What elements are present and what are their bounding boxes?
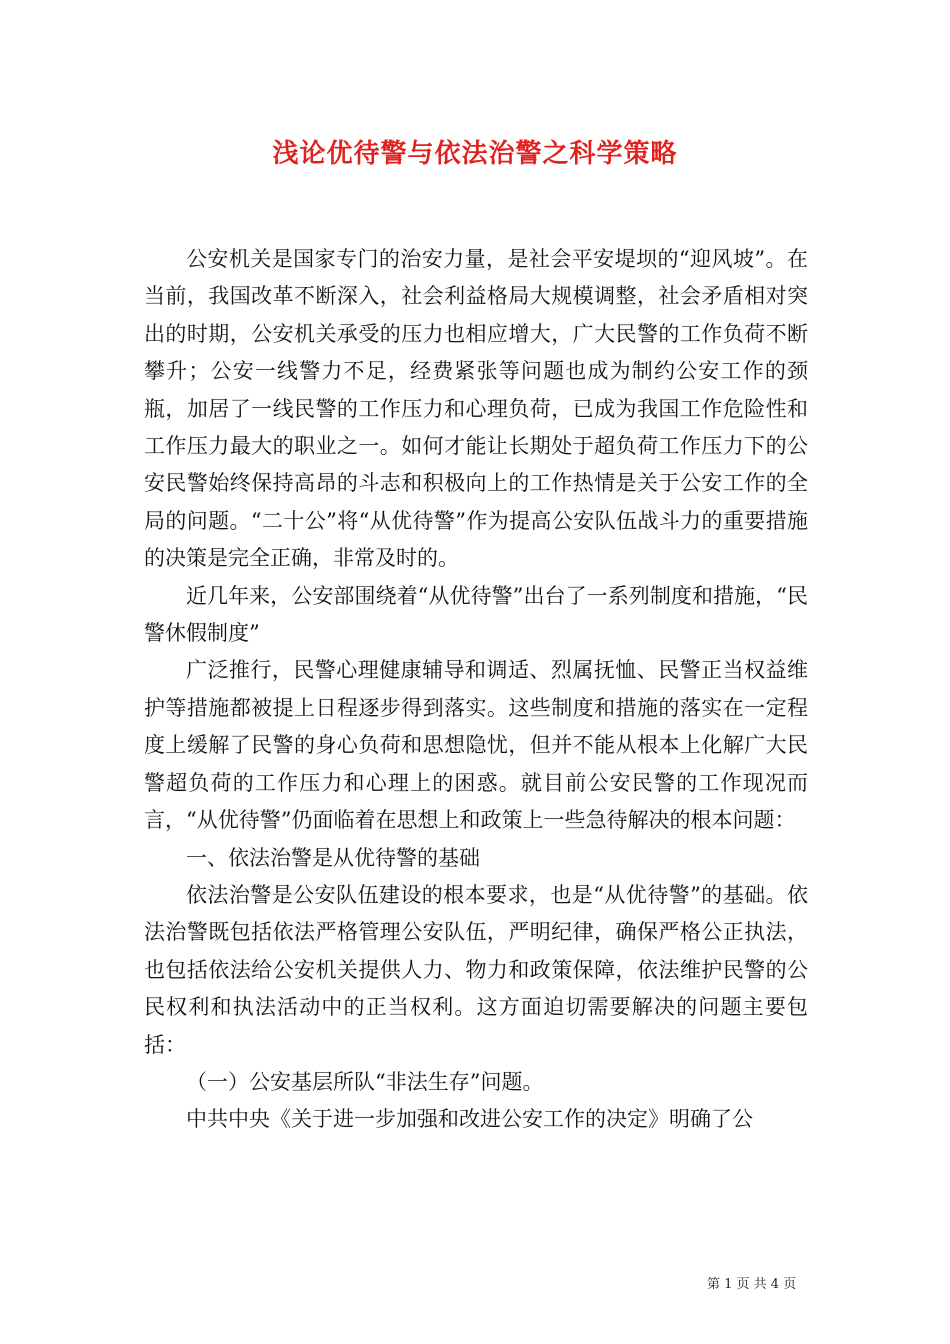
- paragraph-intro: 公安机关是国家专门的治安力量，是社会平安堤坝的“迎风坡”。在当前，我国改革不断深入，社会利益格局大规模调整，社会矛盾相对突出的时期，公安机关承受的压力也相应增大，广大民警的工作负荷不断攀升；公安一线警力不足，经费紧张等问题也成为制约公安工作的颈瓶，加居了一线民警的工作压力和心理负荷，已成为我国工作危险性和工作压力最大的职业之一。如何才能让长期处于超负荷工作压力下的公安民警始终保持高昂的斗志和积极向上的工作热情是关于公安工作的全局的问题。“二十公”将“从优待警”作为提高公安队伍战斗力的重要措施的决策是完全正确，非常及时的。: [144, 247, 808, 571]
- section-heading-1: 一、依法治警是从优待警的基础: [186, 845, 480, 870]
- subsection-heading-1: （一）公安基层所队“非法生存”问题。: [186, 1069, 544, 1094]
- document-body: [144, 241, 808, 1139]
- page-number-footer: 第 1 页 共 4 页: [707, 1277, 797, 1292]
- paragraph-central-decision: 中共中央《关于进一步加强和改进公安工作的决定》明确了公: [186, 1107, 753, 1132]
- paragraph-recent-years: 近几年来，公安部围绕着“从优待警”出台了一系列制度和措施，“民警休假制度”: [144, 583, 808, 646]
- document-title: 浅论优待警与依法治警之科学策略: [272, 139, 678, 169]
- paragraph-measures: 广泛推行，民警心理健康辅导和调适、烈属抚恤、民警正当权益维护等措施都被提上日程逐步得到落实。这些制度和措施的落实在一定程度上缓解了民警的身心负荷和思想隐忧，但并不能从根本上化解广大民警超负荷的工作压力和心理上的困惑。就目前公安民警的工作现况而言，“从优待警”仍面临着在思想上和政策上一些急待解决的根本问题：: [144, 658, 808, 833]
- paragraph-rule-of-law: 依法治警是公安队伍建设的根本要求，也是“从优待警”的基础。依法治警既包括依法严格管理公安队伍，严明纪律，确保严格公正执法，也包括依法给公安机关提供人力、物力和政策保障，依法维护民警的公民权利和执法活动中的正当权利。这方面迫切需要解决的问题主要包括：: [144, 882, 808, 1057]
